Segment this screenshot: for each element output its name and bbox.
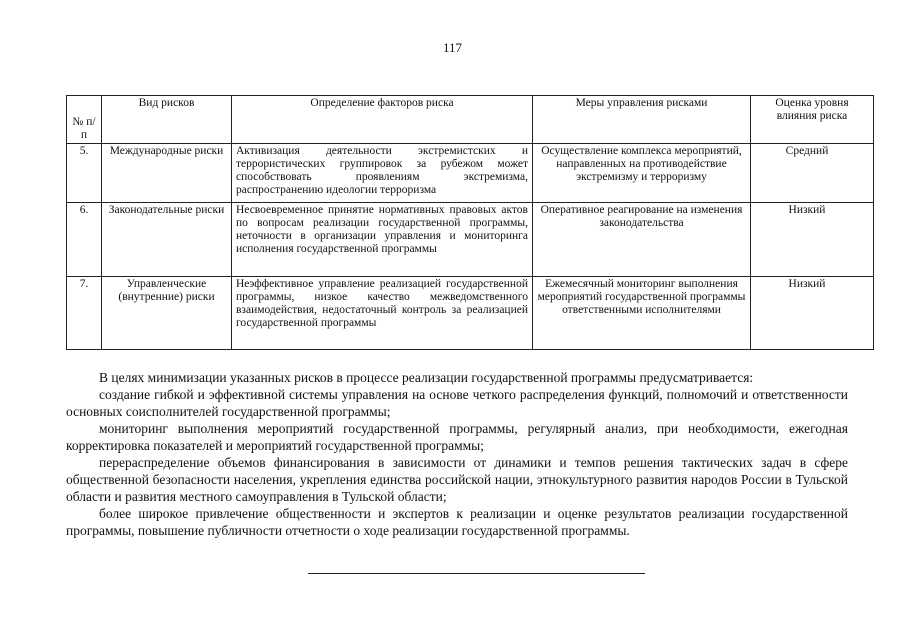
- row-num: 6.: [67, 203, 102, 277]
- risk-table: [66, 95, 874, 350]
- row-risk-type: Законодательные риски: [102, 203, 232, 277]
- paragraph-item-2: мониторинг выполнения мероприятий государственной программы, регулярный анализ, при необходимости, ежегодная корректировка показателей и мероприятий государственной программы;: [66, 421, 848, 453]
- separator-line: [308, 573, 645, 574]
- body-text: [66, 369, 848, 539]
- header-num: № п/п: [67, 96, 102, 144]
- row-risk-type: Международные риски: [102, 144, 232, 203]
- paragraph-item-3: перераспределение объемов финансирования в зависимости от динамики и темпов решения тактических задач в сфере общественной безопасности населения, укрепления единства российской нации, этнокультурного развития народов России в Тульской области и развития местного самоуправления в Тульской области;: [66, 455, 848, 504]
- paragraph-item-1: создание гибкой и эффективной системы управления на основе четкого распределения функций, полномочий и ответственности основных соисполнителей государственной программы;: [66, 387, 848, 419]
- row-measures: Оперативное реагирование на изменения законодательства: [533, 203, 751, 277]
- row-factors: Неэффективное управление реализацией государственной программы, низкое качество межведомственного взаимодействия, недостаточный контроль за реализацией государственной программы: [232, 277, 533, 350]
- page-number: 117: [442, 40, 463, 55]
- paragraph-item-4: более широкое привлечение общественности и экспертов к реализации и оценке результатов реализации государственной программы, повышение публичности отчетности о ходе реализации государственной программы.: [66, 506, 848, 538]
- table-header-row: [67, 96, 874, 144]
- row-risk-type: Управленческие (внутренние) риски: [102, 277, 232, 350]
- row-measures: Ежемесячный мониторинг выполнения мероприятий государственной программы ответственными исполнителями: [533, 277, 751, 350]
- header-factors: Определение факторов риска: [232, 96, 533, 144]
- table-row: [67, 144, 874, 203]
- row-num: 7.: [67, 277, 102, 350]
- table-row: [67, 277, 874, 350]
- row-factors: Активизация деятельности экстремистских и террористических группировок за рубежом может способствовать проявлениям экстремизма, распространению идеологии терроризма: [232, 144, 533, 203]
- header-risk-type: Вид рисков: [102, 96, 232, 144]
- header-measures: Меры управления рисками: [533, 96, 751, 144]
- row-num: 5.: [67, 144, 102, 203]
- row-measures: Осуществление комплекса мероприятий, направленных на противодействие экстремизму и терроризму: [533, 144, 751, 203]
- row-factors: Несвоевременное принятие нормативных правовых актов по вопросам реализации государственной программы, неточности в организации управления и мониторинга исполнения государственной программы: [232, 203, 533, 277]
- header-impact: Оценка уровня влияния риска: [751, 96, 874, 144]
- row-impact: Средний: [751, 144, 874, 203]
- row-impact: Низкий: [751, 203, 874, 277]
- paragraph-intro: В целях минимизации указанных рисков в процессе реализации государственной программы предусматривается:: [99, 370, 754, 385]
- row-impact: Низкий: [751, 277, 874, 350]
- table-row: [67, 203, 874, 277]
